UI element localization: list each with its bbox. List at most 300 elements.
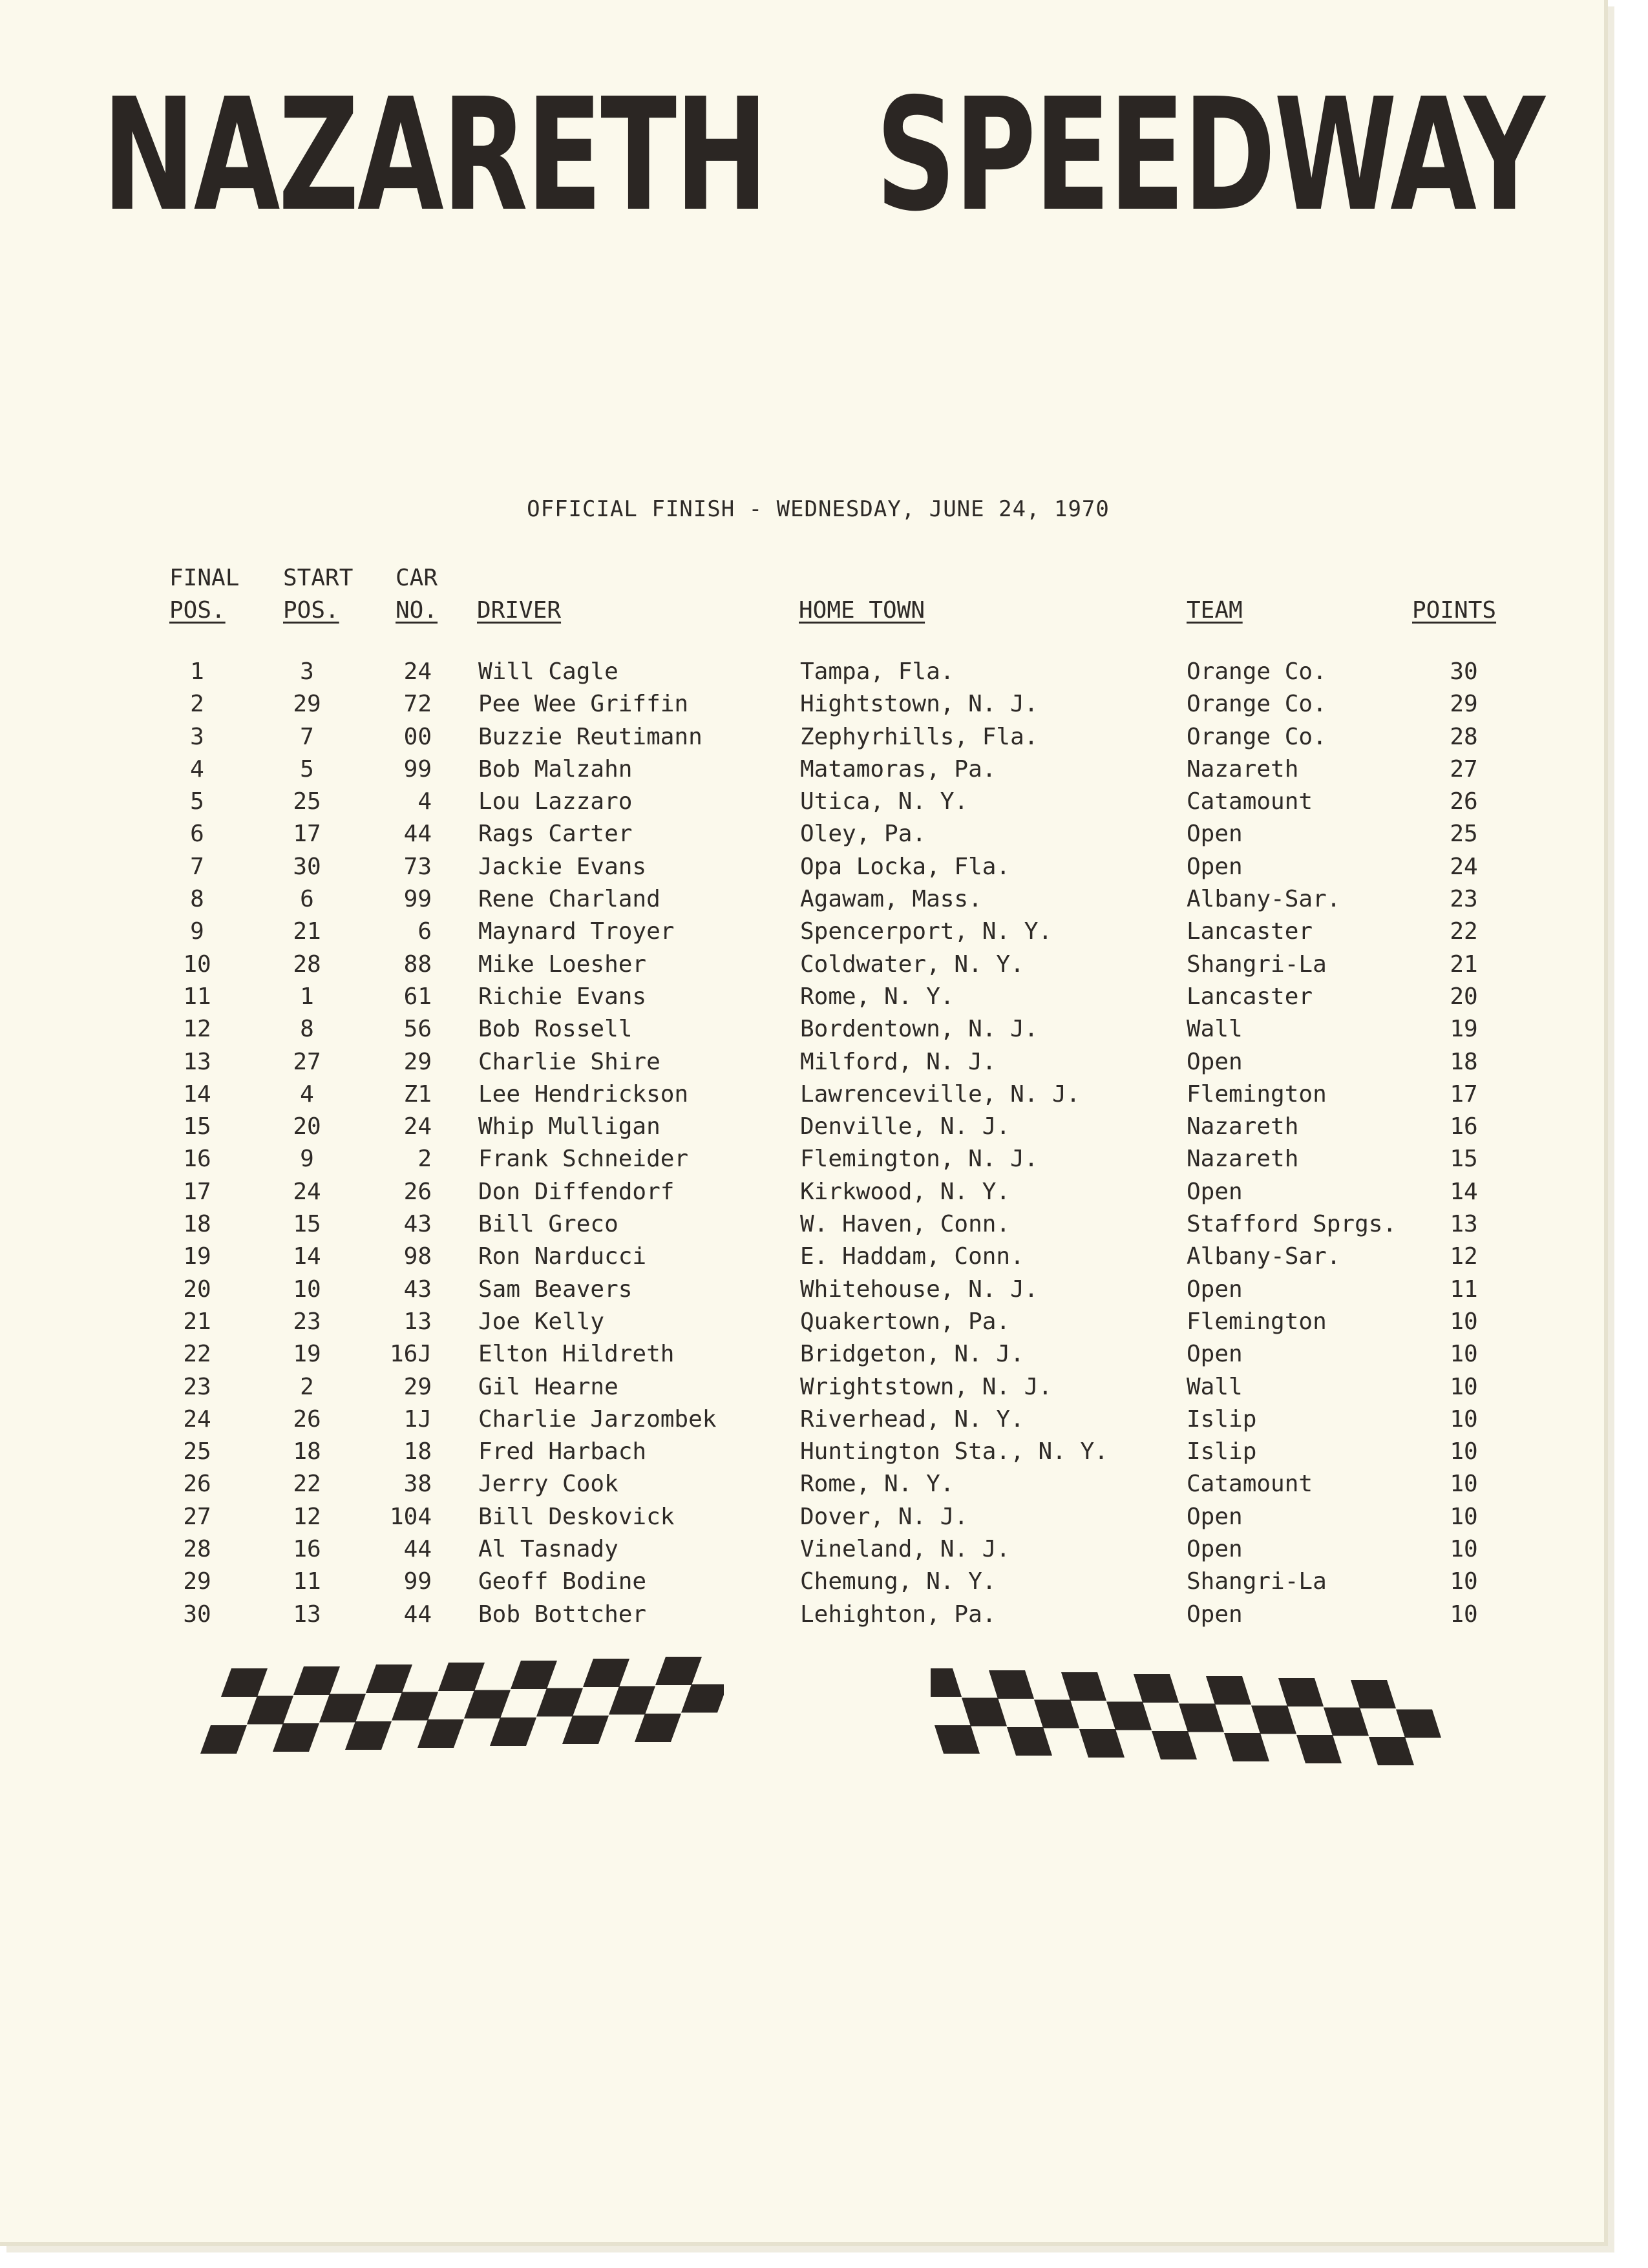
flag-check [536,1688,583,1717]
car-number: 13 [403,1308,432,1335]
team: Open [1187,821,1243,848]
final-pos: 3 [190,723,204,750]
table-row [0,721,1604,753]
home-town: Flemington, N. J. [800,1146,1039,1173]
home-town: Milford, N. J. [800,1048,997,1075]
points: 22 [1450,918,1478,945]
header-driver [477,594,561,627]
team: Stafford Sprgs. [1187,1211,1397,1238]
table-row [0,786,1604,818]
table-row [0,1599,1604,1631]
final-pos: 16 [183,1146,211,1173]
flag-check [464,1690,511,1719]
car-number: 43 [403,1276,432,1303]
flag-check [1296,1735,1342,1763]
driver-name: Bill Deskovick [478,1503,675,1530]
table-row [0,1111,1604,1143]
points: 21 [1450,950,1478,978]
home-town: Rome, N. Y. [800,983,955,1010]
points: 10 [1450,1373,1478,1400]
final-pos: 19 [183,1243,211,1270]
header-driver-label: DRIVER [477,597,562,624]
start-pos: 28 [293,950,321,978]
table-row [0,1501,1604,1533]
table-row [0,1274,1604,1306]
points: 10 [1450,1308,1478,1335]
driver-name: Pee Wee Griffin [478,691,689,718]
driver-name: Sam Beavers [478,1276,633,1303]
points: 28 [1450,723,1478,750]
final-pos: 12 [183,1016,211,1043]
driver-name: Ron Narducci [478,1243,647,1270]
start-pos: 17 [293,821,321,848]
team: Wall [1187,1016,1243,1043]
team: Shangri-La [1187,1568,1327,1595]
table-row [0,981,1604,1013]
final-pos: 5 [190,788,204,815]
team: Open [1187,1276,1243,1303]
results-table [0,656,1604,1631]
table-row [0,1566,1604,1598]
car-number: 18 [403,1438,432,1465]
header-team-label: TEAM [1187,597,1243,624]
home-town: Rome, N. Y. [800,1471,955,1498]
flag-check [583,1659,629,1687]
start-pos: 12 [293,1503,321,1530]
driver-name: Gil Hearne [478,1373,618,1400]
home-town: Agawam, Mass. [800,886,982,913]
final-pos: 8 [190,886,204,913]
start-pos: 9 [300,1146,314,1173]
table-row [0,949,1604,981]
start-pos: 20 [293,1113,321,1140]
car-number: 38 [403,1471,432,1498]
table-row [0,656,1604,688]
team: Nazareth [1187,1113,1299,1140]
start-pos: 23 [293,1308,321,1335]
final-pos: 1 [190,658,204,685]
home-town: Denville, N. J. [800,1113,1011,1140]
flag-check [655,1657,702,1685]
start-pos: 4 [300,1080,314,1108]
car-number: 43 [403,1211,432,1238]
official-finish-title: OFFICIAL FINISH - WEDNESDAY, JUNE 24, 1970 [527,496,1110,522]
points: 29 [1450,691,1478,718]
car-number: 4 [417,788,432,815]
home-town: Whitehouse, N. J. [800,1276,1039,1303]
points: 13 [1450,1211,1478,1238]
start-pos: 7 [300,723,314,750]
start-pos: 24 [293,1178,321,1205]
table-row [0,818,1604,850]
start-pos: 11 [293,1568,321,1595]
final-pos: 21 [183,1308,211,1335]
header-final-top: FINAL [169,565,240,591]
home-town: Dover, N. J. [800,1503,969,1530]
driver-name: Maynard Troyer [478,918,675,945]
team: Nazareth [1187,755,1299,782]
flag-check [1034,1700,1079,1728]
start-pos: 15 [293,1211,321,1238]
driver-name: Richie Evans [478,983,647,1010]
flag-check [1251,1706,1296,1734]
team: Open [1187,1341,1243,1368]
driver-name: Jackie Evans [478,853,647,880]
flag-check [366,1664,412,1693]
team: Open [1187,1048,1243,1075]
team: Orange Co. [1187,723,1327,750]
flag-check [200,1725,247,1754]
car-number: 6 [417,918,432,945]
flag-check [935,1725,980,1754]
header-final-bottom: POS. [169,597,226,624]
home-town: Hightstown, N. J. [800,691,1039,718]
flag-check [989,1670,1034,1699]
team: Shangri-La [1187,950,1327,978]
flag-check [1152,1731,1197,1759]
driver-name: Rene Charland [478,886,660,913]
points: 12 [1450,1243,1478,1270]
home-town: Bridgeton, N. J. [800,1341,1024,1368]
team: Albany-Sar. [1187,1243,1341,1270]
start-pos: 6 [300,886,314,913]
flag-check [438,1663,485,1691]
start-pos: 27 [293,1048,321,1075]
driver-name: Charlie Shire [478,1048,660,1075]
home-town: Utica, N. Y. [800,788,969,815]
team: Albany-Sar. [1187,886,1341,913]
table-row [0,1338,1604,1370]
team: Lancaster [1187,983,1313,1010]
flag-check [931,1668,962,1697]
start-pos: 1 [300,983,314,1010]
table-row [0,1143,1604,1175]
points: 10 [1450,1601,1478,1628]
start-pos: 26 [293,1405,321,1433]
final-pos: 18 [183,1211,211,1238]
points: 10 [1450,1471,1478,1498]
flag-check [511,1661,557,1689]
car-number: 44 [403,1536,432,1563]
driver-name: Buzzie Reutimann [478,723,703,750]
flag-check [345,1721,392,1750]
car-number: 44 [403,821,432,848]
home-town: W. Haven, Conn. [800,1211,1011,1238]
team: Open [1187,1503,1243,1530]
driver-name: Al Tasnady [478,1536,618,1563]
car-number: 72 [403,691,432,718]
points: 20 [1450,983,1478,1010]
start-pos: 3 [300,658,314,685]
header-car-top: CAR [396,565,438,591]
home-town: Oley, Pa. [800,821,927,848]
final-pos: 30 [183,1601,211,1628]
start-pos: 16 [293,1536,321,1563]
table-row [0,1371,1604,1403]
flag-check [273,1723,319,1752]
driver-name: Bill Greco [478,1211,618,1238]
points: 25 [1450,821,1478,848]
car-number: 1J [403,1405,432,1433]
start-pos: 18 [293,1438,321,1465]
flag-check [221,1668,268,1697]
driver-name: Don Diffendorf [478,1178,675,1205]
start-pos: 14 [293,1243,321,1270]
home-town: Vineland, N. J. [800,1536,1011,1563]
table-row [0,1176,1604,1208]
header-team [1187,594,1243,627]
header-final-pos [169,562,239,627]
final-pos: 26 [183,1471,211,1498]
team: Wall [1187,1373,1243,1400]
flag-check [319,1694,366,1723]
driver-name: Lee Hendrickson [478,1080,689,1108]
points: 10 [1450,1405,1478,1433]
header-points-label: POINTS [1412,597,1497,624]
team: Open [1187,1536,1243,1563]
start-pos: 13 [293,1601,321,1628]
table-row [0,1533,1604,1566]
table-row [0,1241,1604,1273]
start-pos: 10 [293,1276,321,1303]
points: 23 [1450,886,1478,913]
flag-check [1369,1737,1414,1765]
driver-name: Bob Malzahn [478,755,633,782]
driver-name: Charlie Jarzombek [478,1405,717,1433]
points: 30 [1450,658,1478,685]
table-row [0,1403,1604,1436]
masthead-speedway: SPEEDWAY [876,65,1543,246]
team: Nazareth [1187,1146,1299,1173]
home-town: Matamoras, Pa. [800,755,997,782]
points: 26 [1450,788,1478,815]
flag-check [609,1686,655,1715]
header-home-town [799,594,925,627]
car-number: 2 [417,1146,432,1173]
table-row [0,883,1604,916]
car-number: 24 [403,658,432,685]
team: Islip [1187,1405,1257,1433]
final-pos: 22 [183,1341,211,1368]
team: Catamount [1187,788,1313,815]
team: Open [1187,1601,1243,1628]
driver-name: Will Cagle [478,658,618,685]
header-start-top: START [283,565,354,591]
table-row [0,753,1604,786]
car-number: 61 [403,983,432,1010]
header-points [1412,594,1496,627]
start-pos: 30 [293,853,321,880]
driver-name: Joe Kelly [478,1308,605,1335]
team: Orange Co. [1187,691,1327,718]
home-town: Lawrenceville, N. J. [800,1080,1081,1108]
home-town: Coldwater, N. Y. [800,950,1024,978]
points: 14 [1450,1178,1478,1205]
car-number: 73 [403,853,432,880]
header-home-town-label: HOME TOWN [799,597,925,624]
flag-check [1179,1704,1224,1732]
driver-name: Rags Carter [478,821,633,848]
start-pos: 8 [300,1016,314,1043]
home-town: Opa Locka, Fla. [800,853,1011,880]
team: Catamount [1187,1471,1313,1498]
flag-check [562,1716,609,1744]
team: Open [1187,1178,1243,1205]
start-pos: 21 [293,918,321,945]
home-town: Lehighton, Pa. [800,1601,997,1628]
home-town: Chemung, N. Y. [800,1568,997,1595]
final-pos: 15 [183,1113,211,1140]
table-row [0,1208,1604,1241]
car-number: 16J [389,1341,432,1368]
home-town: Spencerport, N. Y. [800,918,1053,945]
team: Islip [1187,1438,1257,1465]
final-pos: 7 [190,853,204,880]
table-row [0,688,1604,720]
flag-check [635,1714,681,1742]
driver-name: Bob Bottcher [478,1601,647,1628]
car-number: 56 [403,1016,432,1043]
car-number: 98 [403,1243,432,1270]
flag-check [392,1692,438,1721]
car-number: 88 [403,950,432,978]
flag-check [417,1719,464,1748]
final-pos: 14 [183,1080,211,1108]
car-number: 29 [403,1373,432,1400]
flag-check [1134,1674,1179,1703]
table-row [0,1078,1604,1111]
home-town: Riverhead, N. Y. [800,1405,1024,1433]
driver-name: Elton Hildreth [478,1341,675,1368]
car-number: 104 [389,1503,432,1530]
flag-check [247,1696,293,1725]
home-town: Bordentown, N. J. [800,1016,1039,1043]
team: Lancaster [1187,918,1313,945]
driver-name: Frank Schneider [478,1146,689,1173]
driver-name: Fred Harbach [478,1438,647,1465]
checkered-flag-icon [187,1643,724,1798]
final-pos: 9 [190,918,204,945]
points: 10 [1450,1438,1478,1465]
flag-check [1061,1672,1106,1701]
flag-check [1351,1680,1396,1708]
final-pos: 10 [183,950,211,978]
flag-check [962,1698,1007,1727]
flag-check [1007,1727,1052,1756]
driver-name: Jerry Cook [478,1471,618,1498]
car-number: 99 [403,755,432,782]
table-row [0,1046,1604,1078]
flag-check [1106,1702,1152,1730]
final-pos: 6 [190,821,204,848]
points: 24 [1450,853,1478,880]
home-town: Wrightstown, N. J. [800,1373,1053,1400]
flag-check [293,1666,340,1695]
table-row [0,916,1604,948]
driver-name: Bob Rossell [478,1016,633,1043]
car-number: 99 [403,886,432,913]
final-pos: 11 [183,983,211,1010]
final-pos: 4 [190,755,204,782]
home-town: Huntington Sta., N. Y. [800,1438,1108,1465]
points: 11 [1450,1276,1478,1303]
table-row [0,1468,1604,1500]
start-pos: 25 [293,788,321,815]
final-pos: 29 [183,1568,211,1595]
masthead-nazareth: NAZARETH [102,65,766,246]
points: 16 [1450,1113,1478,1140]
start-pos: 19 [293,1341,321,1368]
points: 15 [1450,1146,1478,1173]
header-start-bottom: POS. [283,597,339,624]
table-row [0,851,1604,883]
home-town: Quakertown, Pa. [800,1308,1011,1335]
points: 10 [1450,1536,1478,1563]
flag-check [681,1685,724,1713]
points: 10 [1450,1503,1478,1530]
points: 10 [1450,1568,1478,1595]
start-pos: 2 [300,1373,314,1400]
driver-name: Geoff Bodine [478,1568,647,1595]
car-number: 44 [403,1601,432,1628]
table-row [0,1013,1604,1045]
points: 17 [1450,1080,1478,1108]
home-town: Kirkwood, N. Y. [800,1178,1011,1205]
final-pos: 23 [183,1373,211,1400]
start-pos: 29 [293,691,321,718]
car-number: 26 [403,1178,432,1205]
final-pos: 28 [183,1536,211,1563]
final-pos: 2 [190,691,204,718]
table-row [0,1436,1604,1468]
car-number: 99 [403,1568,432,1595]
driver-name: Mike Loesher [478,950,647,978]
car-number: 24 [403,1113,432,1140]
driver-name: Lou Lazzaro [478,788,633,815]
header-car-no [396,562,438,627]
car-number: 29 [403,1048,432,1075]
car-number: Z1 [403,1080,432,1108]
points: 27 [1450,755,1478,782]
table-row [0,1306,1604,1338]
points: 18 [1450,1048,1478,1075]
flag-check [1079,1729,1125,1758]
final-pos: 20 [183,1276,211,1303]
team: Open [1187,853,1243,880]
points: 19 [1450,1016,1478,1043]
flag-check [1324,1708,1369,1736]
home-town: Tampa, Fla. [800,658,955,685]
flag-check [1396,1710,1441,1738]
car-number: 00 [403,723,432,750]
flag-check [1206,1676,1251,1705]
final-pos: 24 [183,1405,211,1433]
header-car-bottom: NO. [396,597,438,624]
final-pos: 13 [183,1048,211,1075]
flag-check [1278,1678,1324,1706]
home-town: Zephyrhills, Fla. [800,723,1039,750]
team: Orange Co. [1187,658,1327,685]
start-pos: 22 [293,1471,321,1498]
team: Flemington [1187,1080,1327,1108]
team: Flemington [1187,1308,1327,1335]
home-town: E. Haddam, Conn. [800,1243,1024,1270]
points: 10 [1450,1341,1478,1368]
final-pos: 17 [183,1178,211,1205]
final-pos: 27 [183,1503,211,1530]
final-pos: 25 [183,1438,211,1465]
checkered-flag-icon [931,1643,1467,1798]
